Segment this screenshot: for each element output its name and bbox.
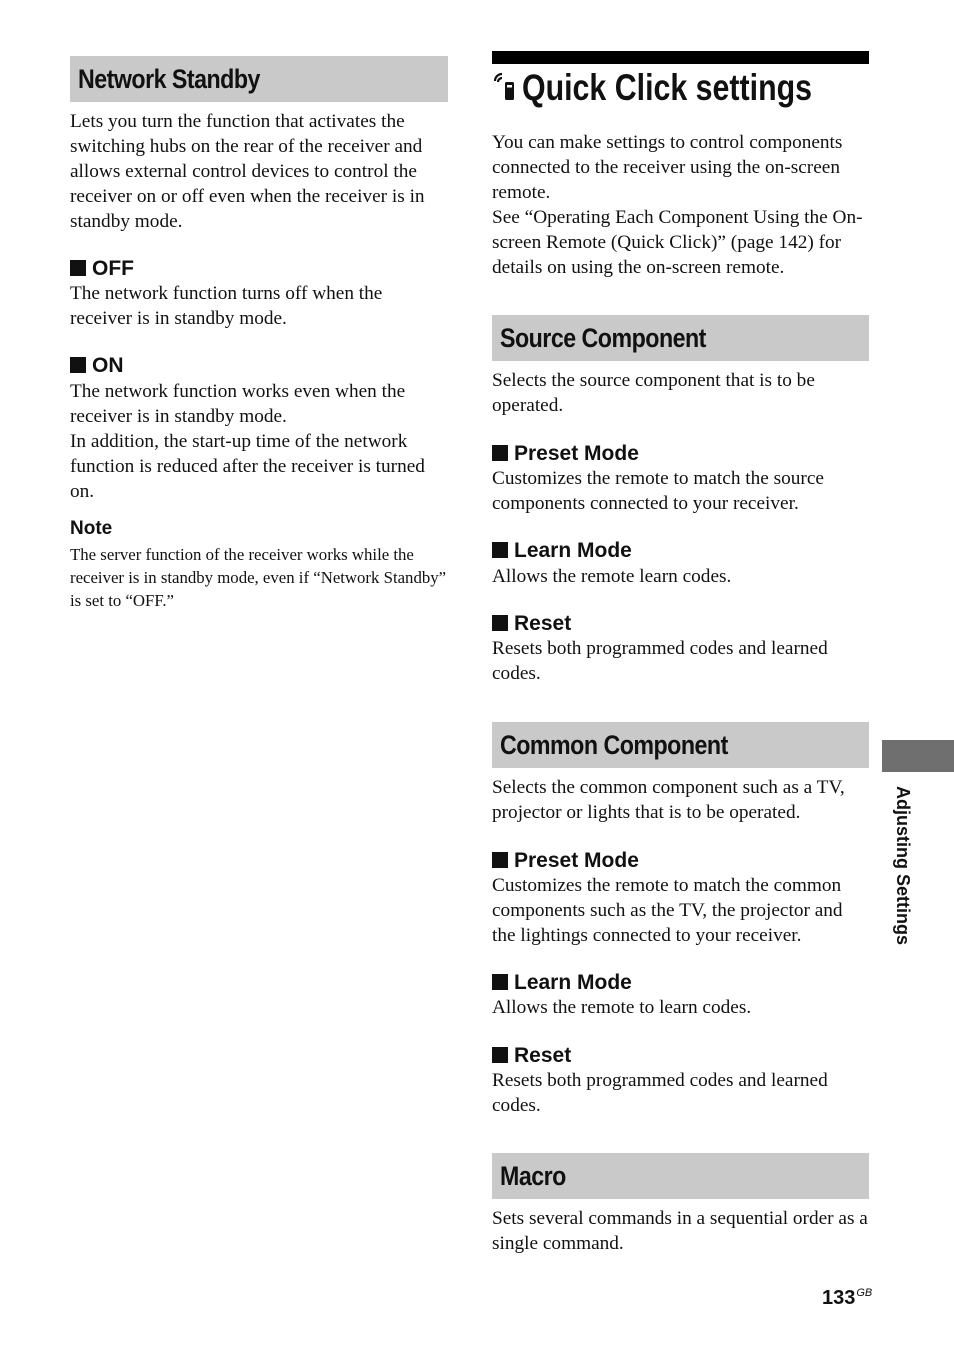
remote-control-icon (492, 72, 518, 102)
bullet-square-icon (492, 974, 508, 990)
common-description: Selects the common component such as a TV, projector or lights that is to be operated. (492, 777, 845, 823)
subheading-on: ON (70, 353, 448, 379)
on-description: The network function works even when the receiver is in standby mode. (70, 381, 406, 427)
common-learn-description: Allows the remote to learn codes. (492, 997, 752, 1018)
subheading-common-reset: Reset (492, 1043, 869, 1069)
subheading-source-reset: Reset (492, 611, 869, 637)
page-number-suffix: GB (856, 1287, 873, 1299)
intro-reference-text: See “Operating Each Component Using the On-screen Remote (Quick Click)” (page 142) for details on using the on-screen remote. (492, 207, 863, 278)
page-title: Quick Click settings (492, 64, 876, 112)
source-reset-description: Resets both programmed codes and learned codes. (492, 638, 828, 684)
off-description: The network function turns off when the receiver is in standby mode. (70, 283, 383, 329)
on-description-extra: In addition, the start-up time of the network function is reduced after the receiver is turned on. (70, 431, 425, 502)
section-header-common-component: Common Component (492, 722, 869, 768)
note-heading: Note (70, 518, 113, 539)
macro-description: Sets several commands in a sequential order as a single command. (492, 1208, 868, 1254)
bullet-square-icon (492, 1047, 508, 1063)
common-preset-description: Customizes the remote to match the common components such as the TV, the projector and the lightings connected to your receiver. (492, 875, 843, 946)
bullet-square-icon (492, 615, 508, 631)
page-number: $133^{GB}$ (822, 1287, 873, 1309)
subheading-off: OFF (70, 256, 448, 282)
section-header-source-component: Source Component (492, 315, 869, 361)
title-rule (492, 51, 869, 64)
section-header-network-standby: Network Standby (70, 56, 448, 102)
bullet-square-icon (70, 260, 86, 276)
note-text: The server function of the receiver works while the receiver is in standby mode, even if “Network Standby” is set to “OFF.” (70, 545, 447, 610)
intro-text: You can make settings to control components connected to the receiver using the on-screen remote. (492, 132, 843, 203)
network-standby-description: Lets you turn the function that activates the switching hubs on the rear of the receiver and allows external control devices to control the receiver on or off even when the receiver is in standby mode. (70, 111, 425, 232)
bullet-square-icon (492, 445, 508, 461)
bullet-square-icon (492, 852, 508, 868)
source-learn-description: Allows the remote learn codes. (492, 566, 732, 587)
bullet-square-icon (70, 357, 86, 373)
bullet-square-icon (492, 542, 508, 558)
common-reset-description: Resets both programmed codes and learned codes. (492, 1070, 828, 1116)
chapter-tab (882, 740, 954, 772)
section-header-macro: Macro (492, 1153, 869, 1199)
source-preset-description: Customizes the remote to match the source components connected to your receiver. (492, 468, 824, 514)
subheading-source-learn-mode: Learn Mode (492, 538, 869, 564)
subheading-common-learn-mode: Learn Mode (492, 970, 869, 996)
source-description: Selects the source component that is to be operated. (492, 370, 815, 416)
subheading-source-preset-mode: Preset Mode (492, 441, 869, 467)
subheading-common-preset-mode: Preset Mode (492, 848, 869, 874)
chapter-tab-label: Adjusting Settings (893, 786, 913, 945)
